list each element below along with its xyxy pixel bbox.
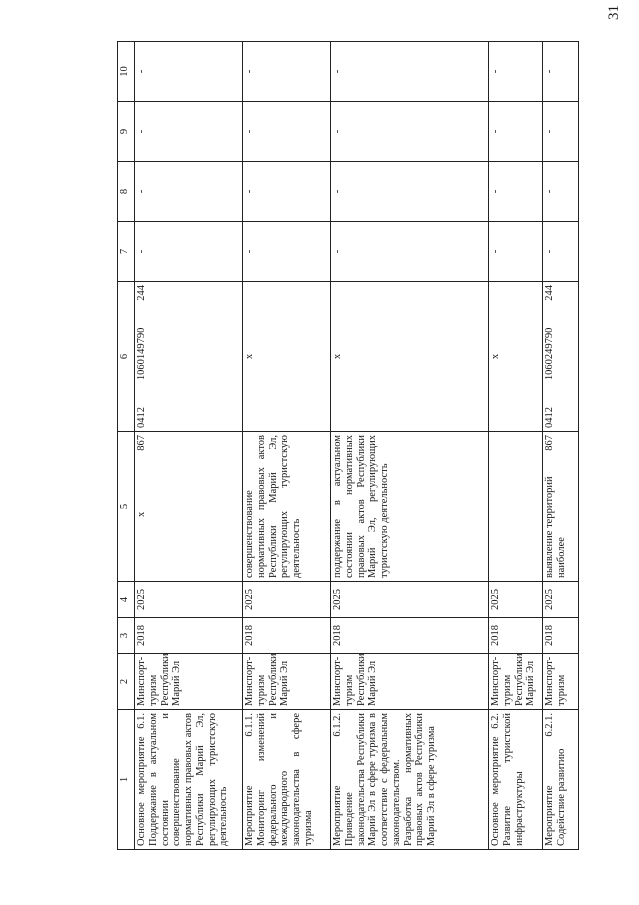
value-cell: -: [331, 222, 489, 282]
result-cell: поддержание в актуальном состоянии нормативных правовых актов Республики Марий Эл, регулирующих туристскую деятельность: [331, 432, 489, 582]
value-cell: -: [135, 222, 243, 282]
header-cell: 4: [118, 582, 135, 618]
executor-cell: Минспорт-туризм Республики Марий Эл: [243, 654, 331, 710]
value-cell: -: [543, 162, 579, 222]
value-cell: -: [243, 162, 331, 222]
table-row: [135, 42, 243, 850]
start-year-cell: 2018: [543, 618, 579, 654]
event-name-cell: Основное мероприятие 6.2. Развитие туристской инфраструктуры: [489, 710, 543, 850]
start-year-cell: 2018: [135, 618, 243, 654]
value-cell: -: [243, 102, 331, 162]
value-cell: -: [489, 162, 543, 222]
result-cell: [489, 432, 543, 582]
table-row: [489, 42, 543, 850]
budget-mark: х: [490, 353, 501, 360]
executor-cell: Минспорт-туризм Республики Марий Эл: [331, 654, 489, 710]
value-cell: -: [243, 42, 331, 102]
value-cell: -: [331, 102, 489, 162]
value-cell: -: [331, 162, 489, 222]
header-cell: 9: [118, 102, 135, 162]
budget-code-cell: [135, 282, 243, 432]
budget-code-cell: [543, 282, 579, 432]
value-cell: -: [543, 42, 579, 102]
header-cell: 10: [118, 42, 135, 102]
result-text: х: [136, 511, 147, 517]
grbs-code: 867: [544, 435, 555, 451]
budget-code-cell: [489, 282, 543, 432]
target-code: 1060149790: [136, 327, 147, 381]
header-cell: 2: [118, 654, 135, 710]
result-cell: [543, 432, 579, 582]
header-cell: 3: [118, 618, 135, 654]
executor-cell: Минспорт-туризм Республики Марий Эл: [135, 654, 243, 710]
value-cell: -: [489, 42, 543, 102]
value-cell: -: [331, 42, 489, 102]
value-cell: -: [489, 222, 543, 282]
grbs-code: 867: [136, 435, 147, 451]
executor-cell: Минспорт-туризм Республики Марий Эл: [489, 654, 543, 710]
header-cell: 8: [118, 162, 135, 222]
header-cell: 7: [118, 222, 135, 282]
budget-mark: х: [244, 353, 255, 360]
expense-type-code: 244: [136, 285, 147, 301]
start-year-cell: 2018: [331, 618, 489, 654]
header-cell: 5: [118, 432, 135, 582]
event-name-cell: Мероприятие 6.1.2. Приведение законодательства Республики Марий Эл в сфере туризма в соответствие с федеральным законодательством. Разработка нормативных правовых актов Республики Марий Эл в сфере туризма: [331, 710, 489, 850]
rotated-table-page: [117, 42, 629, 850]
value-cell: -: [543, 222, 579, 282]
table-row: [331, 42, 489, 850]
event-name-cell: Мероприятие 6.2.1. Содействие развитию: [543, 710, 579, 850]
start-year-cell: 2018: [243, 618, 331, 654]
start-year-cell: 2018: [489, 618, 543, 654]
end-year-cell: 2025: [331, 582, 489, 618]
target-code: 1060249790: [544, 327, 555, 381]
result-text: выявление территорий наиболее: [544, 476, 567, 578]
header-cell: 1: [118, 710, 135, 850]
value-cell: -: [135, 42, 243, 102]
end-year-cell: 2025: [543, 582, 579, 618]
value-cell: -: [135, 162, 243, 222]
value-cell: -: [489, 102, 543, 162]
event-name-cell: Мероприятие 6.1.1. Мониторинг изменений федерального и международного законодательства в сфере туризма: [243, 710, 331, 850]
expense-type-code: 244: [544, 285, 555, 301]
value-cell: -: [243, 222, 331, 282]
value-cell: -: [543, 102, 579, 162]
result-cell: совершенствование нормативных правовых актов Республики Марий Эл, регулирующих туристскую деятельность: [243, 432, 331, 582]
end-year-cell: 2025: [489, 582, 543, 618]
event-name-cell: Основное мероприятие 6.1. Поддержание в актуальном состоянии и совершенствование нормативных правовых актов Республики Марий Эл, регулирующих туристскую деятельность: [135, 710, 243, 850]
section-code: 0412: [544, 407, 555, 428]
value-cell: -: [135, 102, 243, 162]
budget-mark: х: [332, 353, 343, 360]
executor-cell: Минспорт-туризм: [543, 654, 579, 710]
budget-code-cell: [331, 282, 489, 432]
page-number: 31: [606, 5, 622, 20]
table-row: [543, 42, 579, 850]
result-cell: [135, 432, 243, 582]
header-row: [118, 42, 135, 850]
budget-code-cell: [243, 282, 331, 432]
program-table: [117, 41, 579, 850]
section-code: 0412: [136, 407, 147, 428]
header-cell: 6: [118, 282, 135, 432]
table-row: [243, 42, 331, 850]
end-year-cell: 2025: [135, 582, 243, 618]
end-year-cell: 2025: [243, 582, 331, 618]
